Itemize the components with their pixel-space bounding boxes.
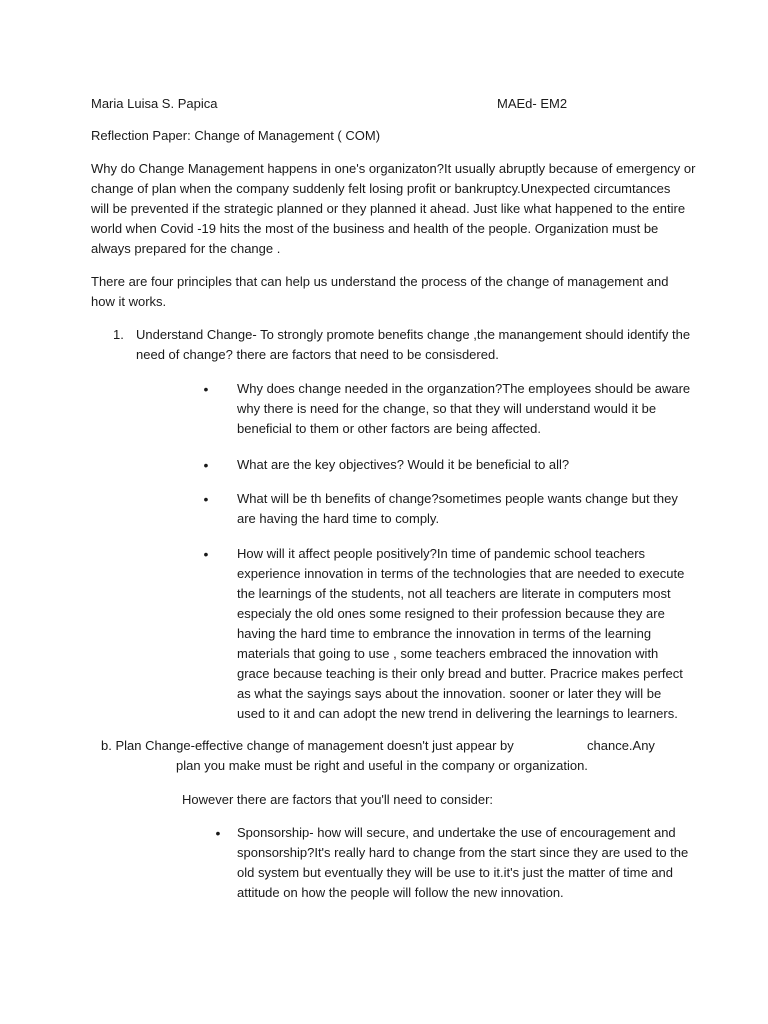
text-line: Sponsorship- how will secure, and undertake the use of encouragement and [237,825,676,840]
author-name: Maria Luisa S. Papica [91,96,218,111]
text-line: will be prevented if the strategic planned or they planned it ahead. Just like what happened to the entire [91,201,686,216]
text-line: especialy the old ones some resigned to their profession because they are [237,606,665,621]
text-line: experience innovation in terms of the technologies that are needed to execute [237,566,685,581]
bullet-item [237,379,691,439]
text-line: why there is need for the change, so that they will understand would it be [237,401,657,416]
text-line: Why do Change Management happens in one's organizaton?It usually abruptly because of emergency or [91,161,696,176]
text-line: Why does change needed in the organzation?The employees should be aware [237,381,691,396]
bullet-icon: • [203,491,209,507]
list-item-understand-change [136,325,696,365]
paper-title: Reflection Paper: Change of Management ( COM) [91,128,381,143]
text-line: the learnings of the students, not all teachers are literate in computers most [237,586,671,601]
text-line: world when Covid -19 hits the most of the business and health of the people. Organization must be [91,221,659,236]
text-line: grace because teaching is their only bread and butter. Pracrice makes perfect [237,666,683,681]
text-line: are having the hard time to comply. [237,511,440,526]
text-line: need of change? there are factors that need to be consisdered. [136,347,499,362]
text-line: how it works. [91,294,167,309]
text-line: as what the sayings says about the innovation. sooner or later they will be [237,686,662,701]
bullet-icon: • [203,381,209,397]
text-line: attitude on how the people will follow the new innovation. [237,885,564,900]
text-line: used to it and can adopt the new trend in delivering the learnings to learners. [237,706,678,721]
text-line: There are four principles that can help us understand the process of the change of management and [91,274,669,289]
bullet-item [237,489,687,529]
plan-change-heading: b. Plan Change-effective change of management doesn't just appear by [101,738,514,753]
plan-change-text: plan you make must be right and useful in the company or organization. [176,758,588,773]
course-code: MAEd- EM2 [497,96,568,111]
text-line: sponsorship?It's really hard to change from the start since they are used to the [237,845,689,860]
text-line: always prepared for the change . [91,241,281,256]
text-line: What are the key objectives? Would it be beneficial to all? [237,457,570,472]
text-line: Understand Change- To strongly promote benefits change ,the manangement should identify the [136,327,691,342]
factors-intro: However there are factors that you'll need to consider: [182,792,494,807]
text-line: beneficial to them or other factors are being affected. [237,421,541,436]
text-line: having the hard time to embrance the innovation in terms of the learning [237,626,652,641]
bullet-icon: • [215,825,221,841]
bullet-icon: • [203,546,209,562]
list-number: 1. [113,327,124,342]
text-line: How will it affect people positively?In time of pandemic school teachers [237,546,646,561]
bullet-item [237,544,687,724]
sponsorship-item [237,823,697,903]
bullet-icon: • [203,457,209,473]
intro-paragraph [91,159,696,259]
text-line: materials that going to use , some teachers embraced the innovation with [237,646,659,661]
text-line: old system but eventually they will be use to it.it's just the matter of time and [237,865,674,880]
bullet-item [237,455,687,475]
plan-change-continuation: chance.Any [587,738,655,753]
principles-paragraph [91,272,691,312]
text-line: What will be th benefits of change?sometimes people wants change but they [237,491,678,506]
text-line: change of plan when the company suddenly felt losing profit or bankruptcy.Unexpected circumtances [91,181,671,196]
